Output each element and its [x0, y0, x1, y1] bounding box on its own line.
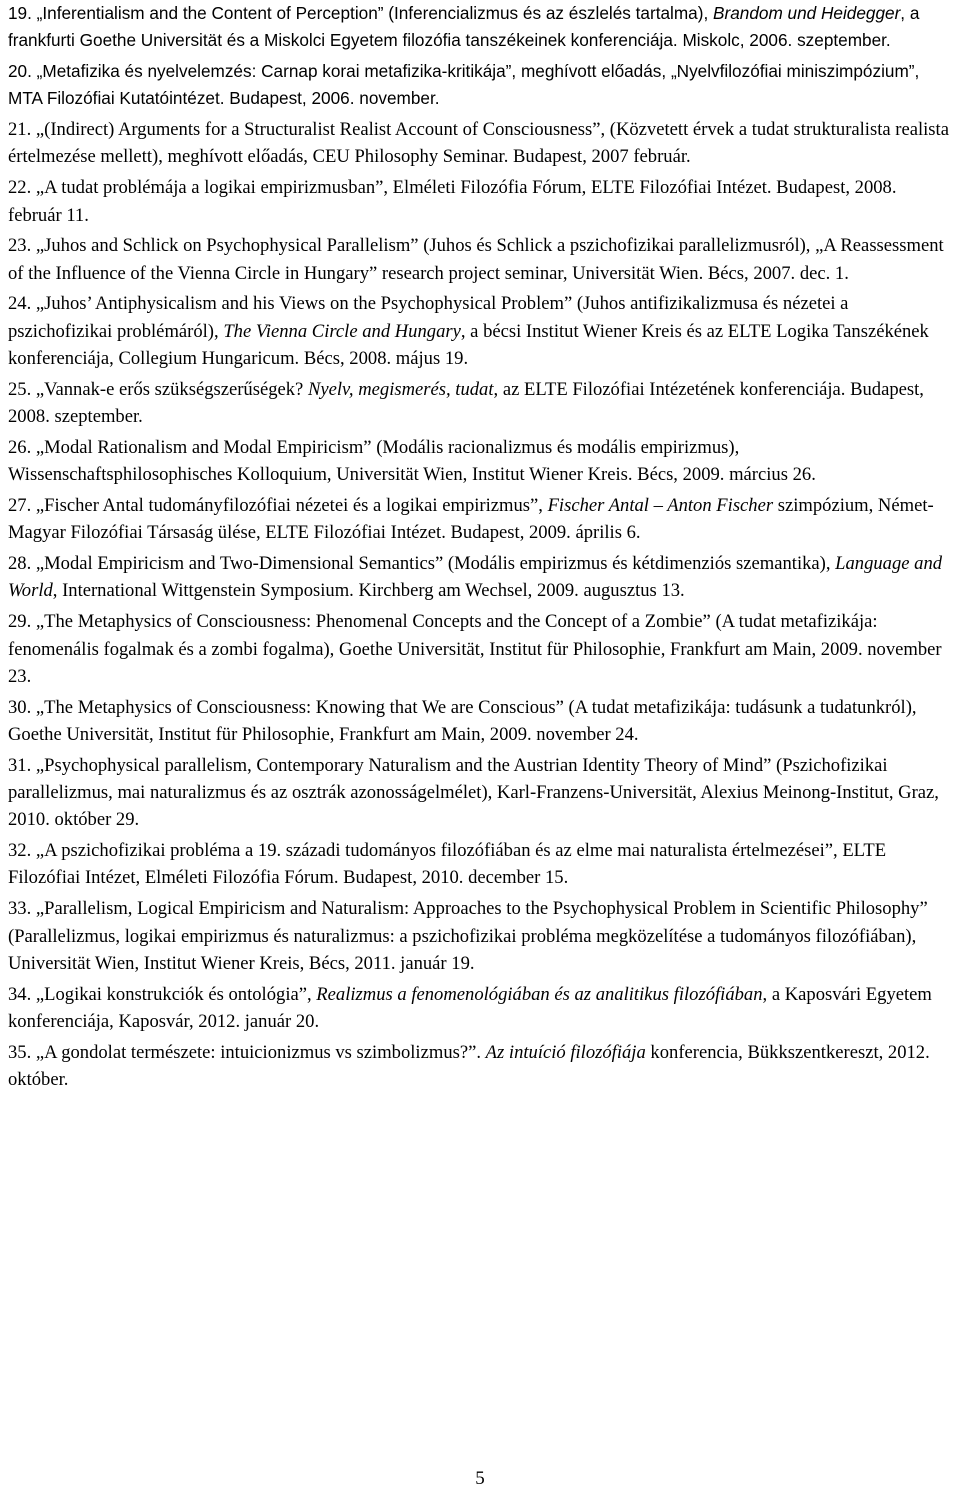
entry-text: , az ELTE Filozófiai Intézetének konferenciája. Budapest, 2008. szeptember.	[8, 378, 924, 428]
list-item	[8, 837, 952, 892]
italic-title: Brandom und Heidegger	[713, 3, 901, 23]
list-item	[8, 232, 952, 287]
entry-text: szimpózium, Német-Magyar Filozófiai Társaság ülése, ELTE Filozófiai Intézet. Budapest, 2009. április 6.	[8, 495, 934, 544]
entry-text: 31. „Psychophysical parallelism, Contemporary Naturalism and the Austrian Identity Theory of Mind” (Pszichofizikai parallelizmus, mai naturalizmus és az osztrák azonosságelmélet), Karl-Franzens-Universität, Alexius Meinong-Institut, Graz, 2010. október 29.	[8, 754, 939, 831]
list-item	[8, 434, 952, 489]
page-number: 5	[475, 1468, 485, 1489]
entry-text: 28. „Modal Empiricism and Two-Dimensional Semantics” (Modális empirizmus és kétdimenziós szemantika),	[8, 553, 836, 575]
list-item	[8, 290, 952, 372]
entry-text: 20. „Metafizika és nyelvelemzés: Carnap korai metafizika-kritikája”, meghívott előadás, „Nyelvfilozófiai miniszimpózium”, MTA Filozófiai Kutatóintézet. Budapest, 2006. november.	[8, 61, 920, 109]
list-item	[8, 895, 952, 977]
entry-text: 30. „The Metaphysics of Consciousness: Knowing that We are Conscious” (A tudat metafizikája: tudásunk a tudatunkról), Goethe Universität, Institut für Philosophie, Frankfurt am Main, 2009. november 24.	[8, 696, 917, 745]
italic-title: Realizmus a fenomenológiában és az analitikus filozófiában	[316, 983, 763, 1005]
entry-text: 33. „Parallelism, Logical Empiricism and Naturalism: Approaches to the Psychophysical Problem in Scientific Philosophy” (Parallelizmus, logikai empirizmus és naturalizmus: a pszichofizikai probléma megközelítése a tudományos filozófiában), Universität Wien, Institut Wiener Kreis, Bécs, 2011. január 19.	[8, 898, 928, 974]
entry-text: , a frankfurti Goethe Universität és a Miskolci Egyetem filozófia tanszékeinek konferenciája. Miskolc, 2006. szeptember.	[8, 3, 920, 51]
conference-talk-list	[8, 0, 952, 1097]
entry-text: 26. „Modal Rationalism and Modal Empiricism” (Modális racionalizmus és modális empirizmus), Wissenschaftsphilosophisches Kolloquium, Universität Wien, Institut Wiener Kreis. Bécs, 2009. március 26.	[8, 436, 816, 486]
entry-text: 35. „A gondolat természete: intuicionizmus vs szimbolizmus?”.	[8, 1041, 486, 1063]
entry-text: 21. „(Indirect) Arguments for a Structuralist Realist Account of Consciousness”, (Közvetett érvek a tudat strukturalista realista értelmezése mellett), meghívott előadás, CEU Philosophy Seminar. Budapest, 2007 február.	[8, 119, 949, 168]
entry-text: 34. „Logikai konstrukciók és ontológia”,	[8, 983, 317, 1005]
list-item	[8, 752, 952, 834]
entry-text: , a Kaposvári Egyetem konferenciája, Kaposvár, 2012. január 20.	[8, 983, 932, 1032]
list-item	[8, 981, 952, 1036]
list-item	[8, 58, 952, 113]
italic-title: Fischer Antal – Anton Fischer	[547, 495, 774, 517]
entry-text: 32. „A pszichofizikai probléma a 19. századi tudományos filozófiában és az elme mai naturalista értelmezései”, ELTE Filozófiai Intézet, Elméleti Filozófia Fórum. Budapest, 2010. december 15.	[8, 840, 887, 889]
entry-text: , International Wittgenstein Symposium. Kirchberg am Wechsel, 2009. augusztus 13.	[52, 580, 685, 602]
entry-text: , a bécsi Institut Wiener Kreis és az ELTE Logika Tanszékének konferenciája, Collegium Hungaricum. Bécs, 2008. május 19.	[8, 320, 929, 370]
entry-text: 29. „The Metaphysics of Consciousness: Phenomenal Concepts and the Concept of a Zombie” (A tudat metafizikája: fenomenális fogalmak és a zombi fogalma), Goethe Universität, Institut für Philosophie, Frankfurt am Main, 2009. november 23.	[8, 611, 942, 687]
italic-title: Az intuíció filozófiája	[485, 1041, 646, 1063]
italic-title: Language and World	[8, 553, 943, 602]
list-item	[8, 1039, 952, 1094]
list-item	[8, 492, 952, 547]
entry-text: 22. „A tudat problémája a logikai empirizmusban”, Elméleti Filozófia Fórum, ELTE Filozófiai Intézet. Budapest, 2008. február 11.	[8, 177, 897, 226]
list-item	[8, 376, 952, 431]
list-item	[8, 608, 952, 690]
list-item	[8, 694, 952, 749]
entry-text: 19. „Inferentialism and the Content of Perception” (Inferencializmus és az észlelés tartalma),	[8, 3, 714, 23]
italic-title: The Vienna Circle and Hungary	[223, 320, 461, 342]
entry-text: 25. „Vannak-e erős szükségszerűségek?	[8, 378, 308, 400]
list-item	[8, 550, 952, 605]
entry-text: 23. „Juhos and Schlick on Psychophysical Parallelism” (Juhos és Schlick a pszichofizikai parallelizmusról), „A Reassessment of the Influence of the Vienna Circle in Hungary” research project seminar, Universität Wien. Bécs, 2007. dec. 1.	[8, 235, 944, 284]
italic-title: Nyelv, megismerés, tudat	[307, 378, 494, 400]
entry-text: konferencia, Bükkszentkereszt, 2012. október.	[8, 1041, 930, 1090]
list-item	[8, 0, 952, 55]
list-item	[8, 116, 952, 171]
list-item	[8, 174, 952, 229]
entry-text: 27. „Fischer Antal tudományfilozófiai nézetei és a logikai empirizmus”,	[8, 495, 548, 517]
entry-text: 24. „Juhos’ Antiphysicalism and his Views on the Psychophysical Problem” (Juhos antifizikalizmusa és nézetei a pszichofizikai problémáról),	[8, 293, 849, 342]
